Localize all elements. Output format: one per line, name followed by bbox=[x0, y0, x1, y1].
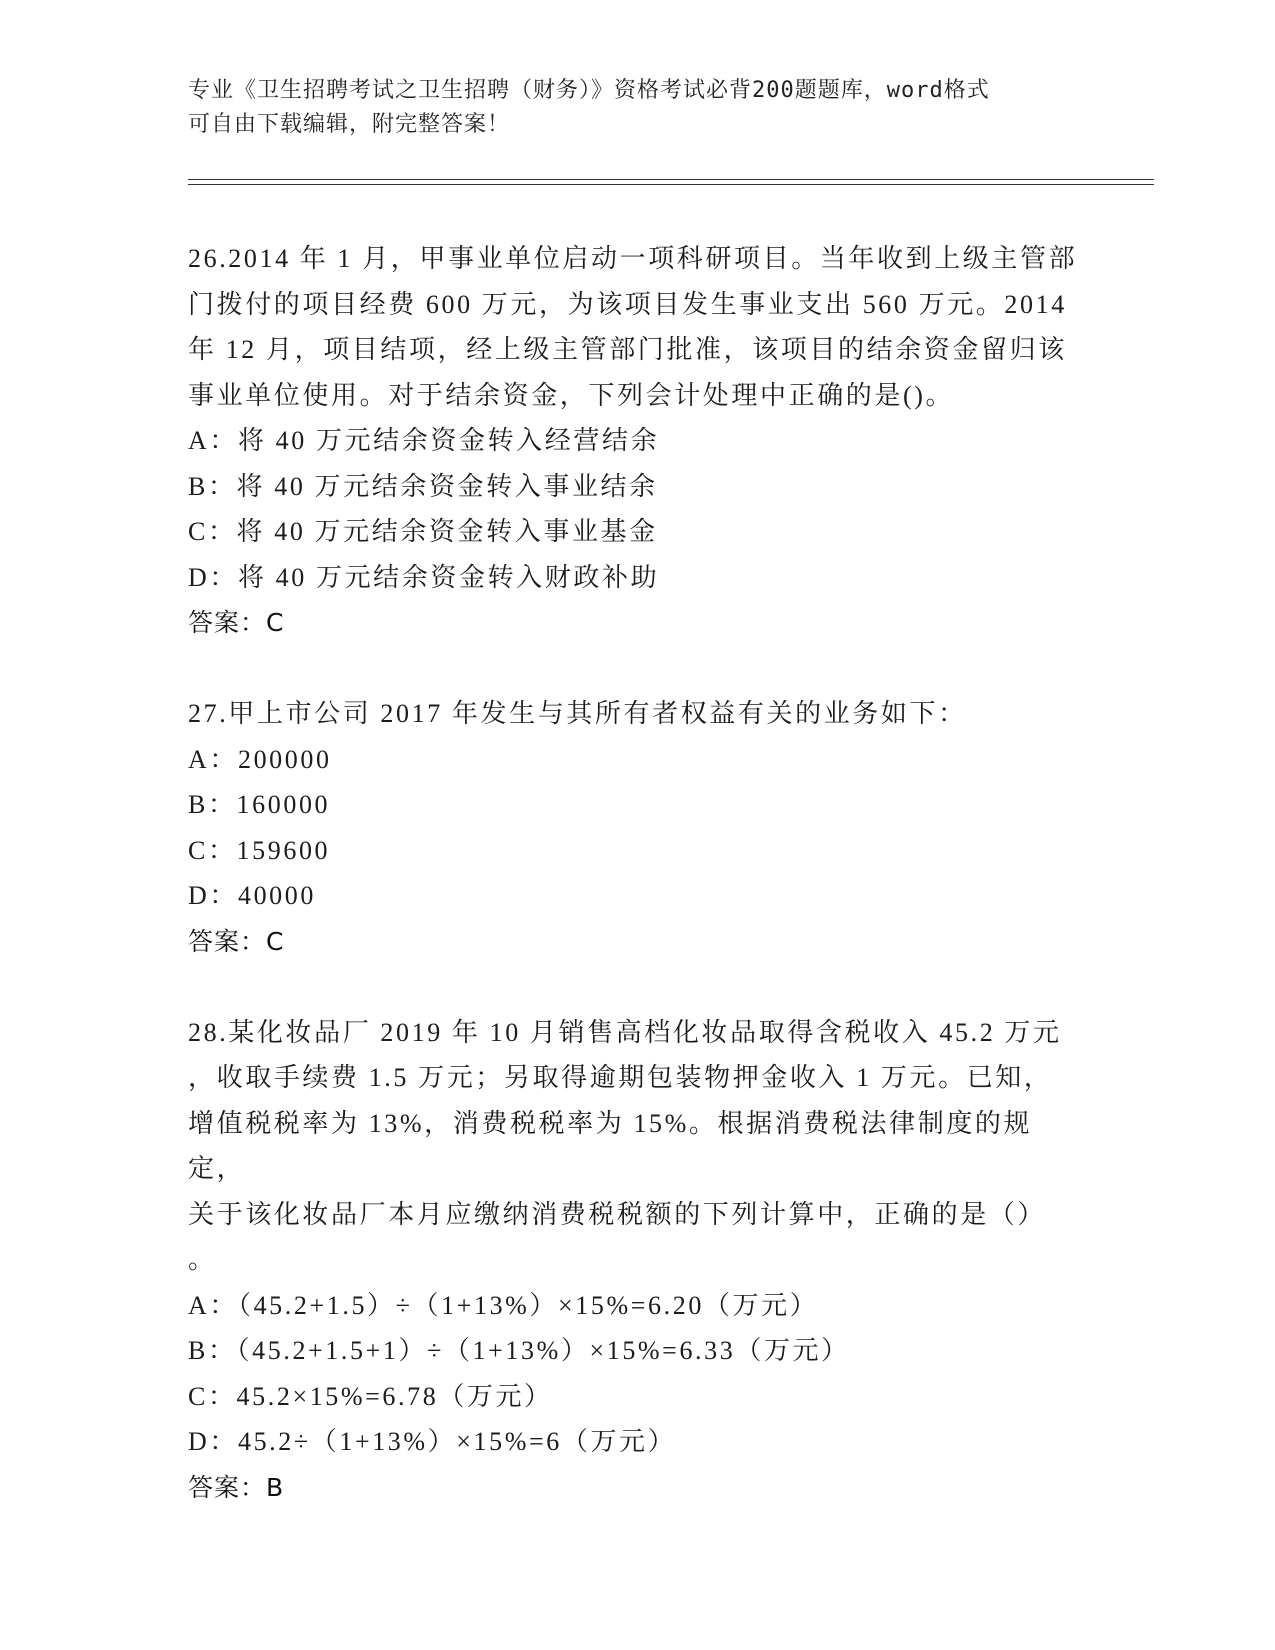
option-c: C：45.2×15%=6.78（万元） bbox=[188, 1381, 553, 1411]
question-stem-line: 26.2014 年 1 月，甲事业单位启动一项科研项目。当年收到上级主管部 bbox=[188, 244, 1078, 273]
question-spacer bbox=[188, 646, 1088, 692]
question-stem-line: 关于该化妆品厂本月应缴纳消费税税额的下列计算中，正确的是（） bbox=[188, 1199, 1047, 1229]
question-stem-line: 门拨付的项目经费 600 万元，为该项目发生事业支出 560 万元。2014 bbox=[188, 289, 1067, 319]
header-divider-bottom bbox=[188, 184, 1154, 185]
question-stem-line: 事业单位使用。对于结余资金，下列会计处理中正确的是()。 bbox=[188, 380, 955, 410]
option-b: B：（45.2+1.5+1）÷（1+13%）×15%=6.33（万元） bbox=[188, 1336, 850, 1365]
option-c: C：将 40 万元结余资金转入事业基金 bbox=[188, 517, 658, 546]
option-d: D：40000 bbox=[188, 881, 316, 910]
option-a: A：（45.2+1.5）÷（1+13%）×15%=6.20（万元） bbox=[188, 1290, 819, 1320]
question-stem-line: 27.甲上市公司 2017 年发生与其所有者权益有关的业务如下： bbox=[188, 699, 967, 728]
option-d: D：45.2÷（1+13%）×15%=6（万元） bbox=[188, 1427, 677, 1456]
option-b: B：160000 bbox=[188, 790, 331, 819]
option-a: A：将 40 万元结余资金转入经营结余 bbox=[188, 426, 660, 455]
document-header bbox=[188, 74, 1088, 142]
question-list bbox=[188, 236, 1088, 1510]
option-b: B：将 40 万元结余资金转入事业结余 bbox=[188, 471, 658, 501]
question-28 bbox=[188, 1010, 1088, 1511]
question-spacer bbox=[188, 964, 1088, 1010]
question-stem-line: 28.某化妆品厂 2019 年 10 月销售高档化妆品取得含税收入 45.2 万元 bbox=[188, 1017, 1062, 1047]
question-stem-line: 。 bbox=[188, 1245, 217, 1274]
header-divider-top bbox=[188, 179, 1154, 180]
answer-label: 答案：C bbox=[188, 608, 285, 637]
option-a: A：200000 bbox=[188, 744, 332, 774]
header-line-1: 专业《卫生招聘考试之卫生招聘（财务）》资格考试必背200题题库，word格式 bbox=[188, 78, 990, 103]
question-stem-line: 年 12 月，项目结项，经上级主管部门批准，该项目的结余资金留归该 bbox=[188, 335, 1067, 364]
header-line-2: 可自由下载编辑，附完整答案！ bbox=[188, 112, 511, 137]
question-26 bbox=[188, 236, 1088, 646]
answer-label: 答案：B bbox=[188, 1472, 285, 1502]
question-stem-line: ，收取手续费 1.5 万元；另取得逾期包装物押金收入 1 万元。已知， bbox=[188, 1063, 1053, 1092]
option-d: D：将 40 万元结余资金转入财政补助 bbox=[188, 562, 660, 592]
question-27 bbox=[188, 691, 1088, 964]
question-stem-line: 增值税税率为 13%，消费税税率为 15%。根据消费税法律制度的规定， bbox=[188, 1108, 1033, 1183]
option-c: C：159600 bbox=[188, 835, 331, 865]
answer-label: 答案：C bbox=[188, 926, 285, 956]
